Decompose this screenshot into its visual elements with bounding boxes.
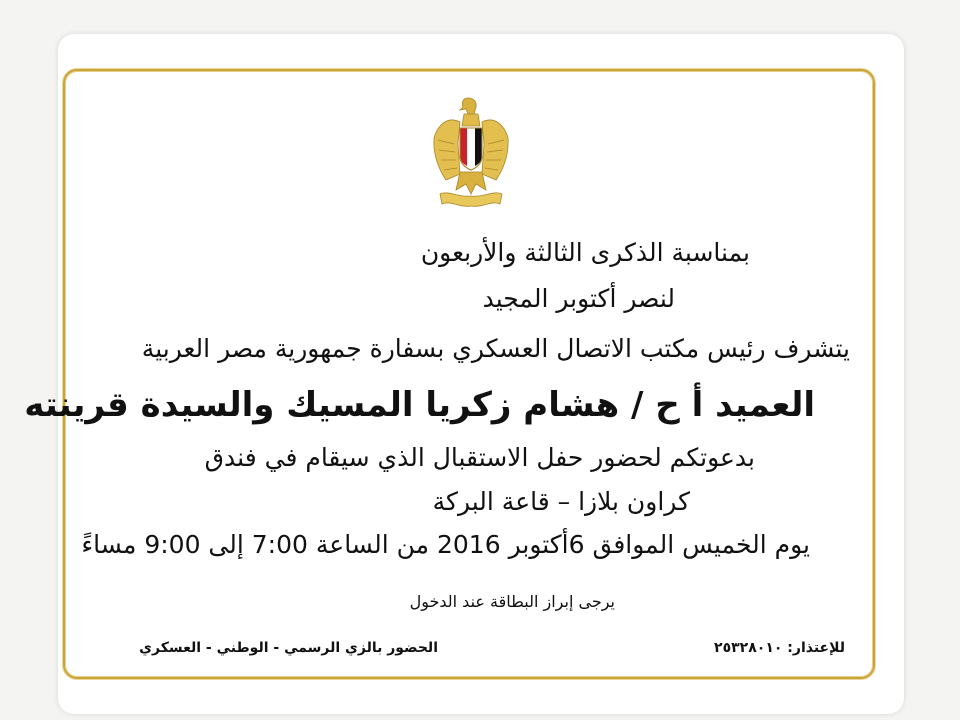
datetime-line: يوم الخميس الموافق 6أكتوبر 2016 من الساعة 7:00 إلى 9:00 مساءً [81,530,810,559]
venue-line: كراون بلازا – قاعة البركة [432,487,690,516]
invite-line: بدعوتكم لحضور حفل الاستقبال الذي سيقام في فندق [204,443,755,472]
dress-code: الحضور بالزي الرسمي - الوطني - العسكري [139,640,438,656]
rsvp-line: للإعتذار: ٢٥٣٢٨٠١٠ [714,640,845,656]
card-note: يرجى إبراز البطاقة عند الدخول [409,592,615,611]
eagle-of-saladin-icon [430,94,512,212]
occasion-line-1: بمناسبة الذكرى الثالثة والأربعون [420,238,750,267]
host-name: العميد أ ح / هشام زكريا المسيك والسيدة قرينته [24,385,815,425]
flag-shield [460,128,482,170]
occasion-line-2: لنصر أكتوبر المجيد [482,284,675,313]
host-line: يتشرف رئيس مكتب الاتصال العسكري بسفارة جمهورية مصر العربية [141,334,850,363]
